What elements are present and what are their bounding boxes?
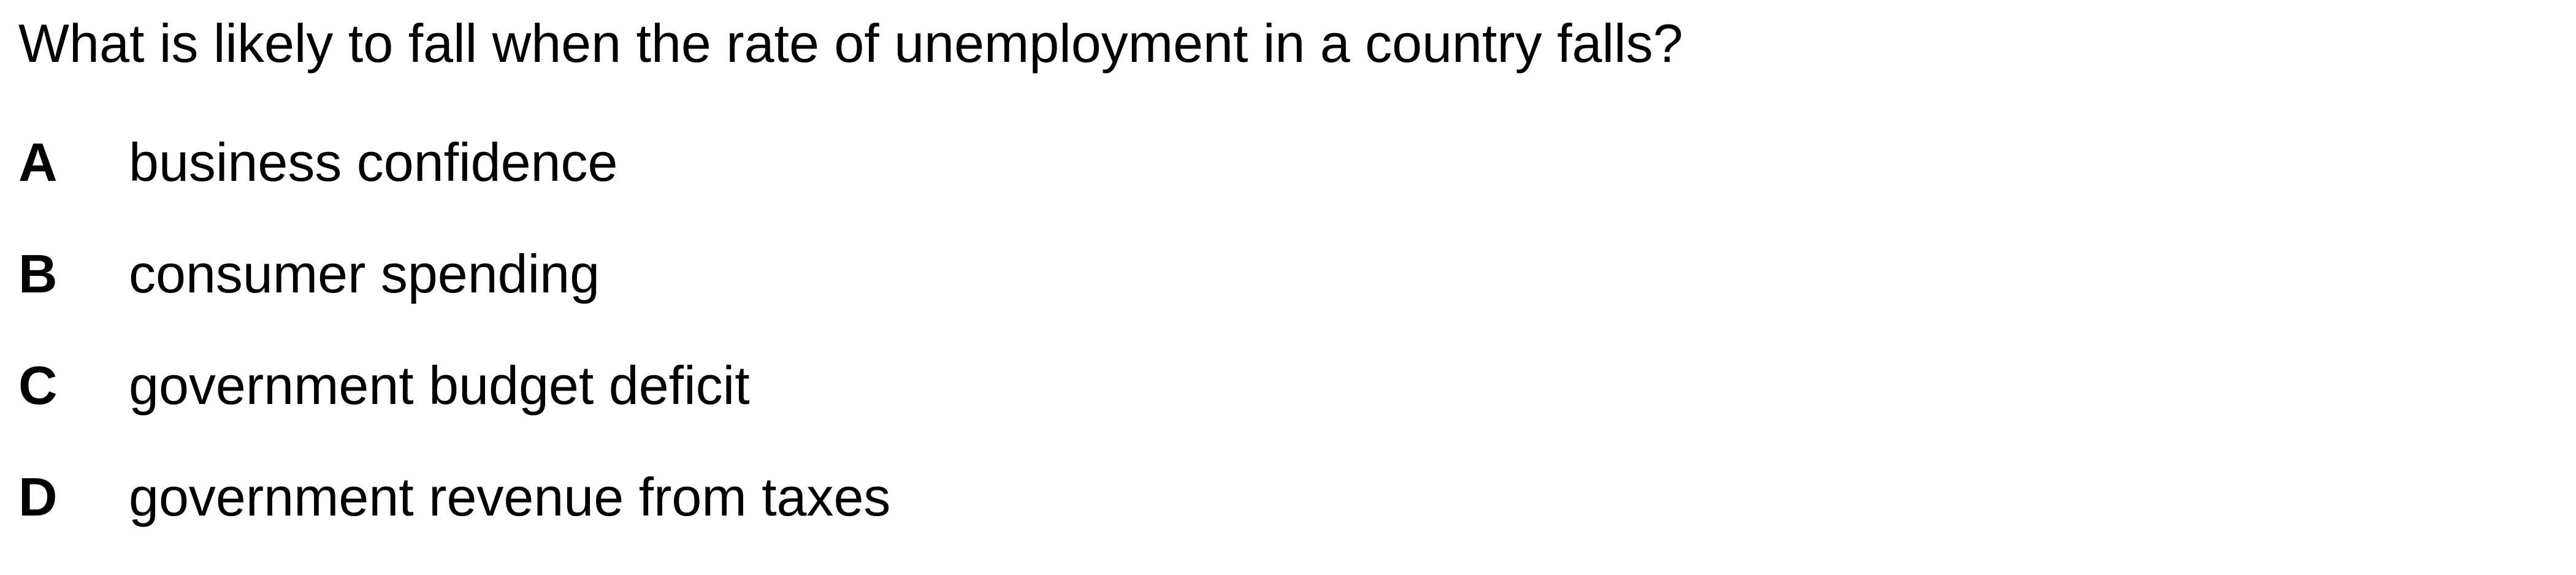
option-d-letter: D	[18, 466, 58, 527]
question-text: What is likely to fall when the rate of unemployment in a country falls?	[18, 13, 1683, 74]
option-b-text: consumer spending	[129, 243, 600, 304]
option-c-letter: C	[18, 355, 58, 416]
option-a-letter: A	[18, 132, 58, 192]
option-b-letter: B	[18, 243, 58, 304]
option-d-text: government revenue from taxes	[129, 466, 891, 527]
option-a-text: business confidence	[129, 132, 618, 192]
option-c-text: government budget deficit	[129, 355, 750, 416]
